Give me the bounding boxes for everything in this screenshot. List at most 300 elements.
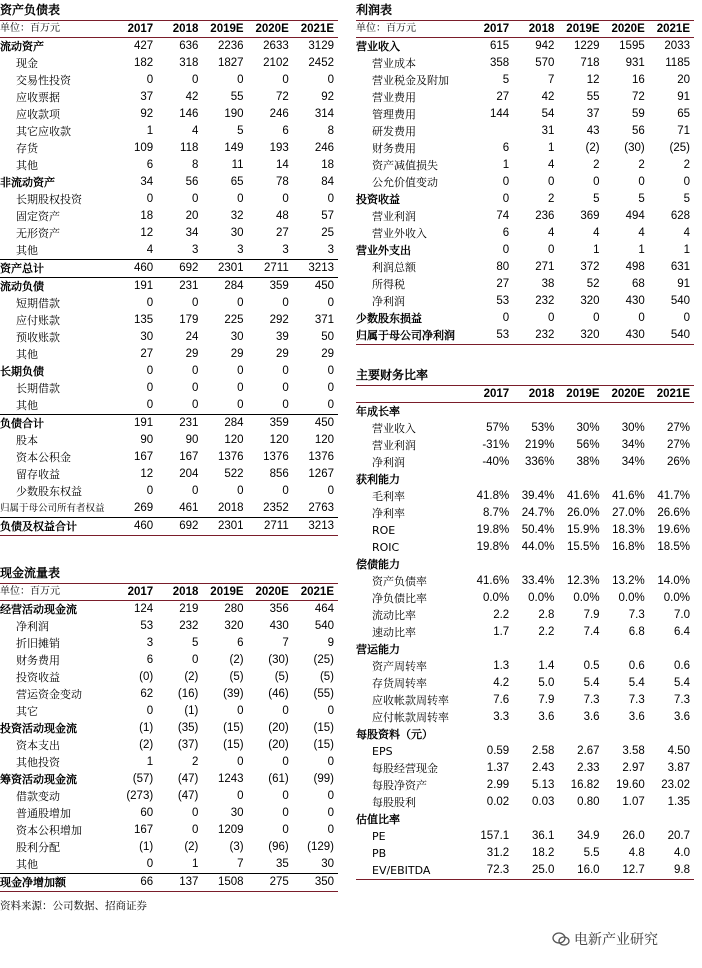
row-value — [513, 471, 558, 488]
row-value: 280 — [224, 603, 244, 615]
unit-label: 单位：百万元 — [356, 21, 468, 38]
ratios-title: 主要财务比率 — [356, 368, 429, 382]
row-value: 0 — [593, 176, 600, 188]
row-label: 净负债比率 — [372, 592, 427, 605]
row-value: (15) — [313, 722, 334, 734]
table-row — [356, 420, 694, 437]
row-value: 1 — [638, 244, 645, 256]
table-row — [356, 709, 694, 726]
row-label: 应付账款 — [16, 314, 60, 327]
row-value: 31 — [541, 125, 555, 137]
row-value: 0 — [282, 790, 289, 802]
row-value: 318 — [179, 57, 199, 69]
row-value: 1267 — [308, 468, 334, 480]
row-value: 8 — [191, 159, 199, 171]
row-value: 5 — [683, 193, 690, 205]
row-value: 2 — [638, 159, 645, 171]
row-value: 0 — [237, 705, 244, 717]
row-value: 204 — [179, 468, 199, 480]
year-header: 2021E — [293, 21, 338, 38]
row-value: 56 — [185, 176, 199, 188]
row-value: 30 — [140, 331, 154, 343]
table-row — [0, 856, 338, 874]
row-label: 资产减值损失 — [372, 159, 438, 172]
row-value: 271 — [535, 261, 555, 273]
row-value: 461 — [179, 502, 199, 514]
row-value: 5.13 — [531, 779, 555, 791]
ratios-table — [356, 385, 694, 880]
row-value: 0.0% — [573, 592, 600, 604]
row-label: 长期股权投资 — [16, 193, 82, 206]
row-value: 3.6 — [583, 711, 600, 723]
row-value: (46) — [268, 688, 289, 700]
row-value: 179 — [179, 314, 199, 326]
year-header: 2020E — [248, 584, 293, 601]
row-value: 636 — [179, 40, 199, 52]
row-value: 25 — [321, 227, 334, 239]
row-value: (1) — [184, 705, 199, 717]
row-value: 450 — [293, 278, 338, 296]
row-value: 6 — [502, 142, 510, 154]
row-value: 0 — [327, 705, 334, 717]
row-value: 4.8 — [628, 847, 645, 859]
year-header: 2021E — [649, 21, 694, 38]
table-row — [356, 55, 694, 72]
row-value: 5.4 — [628, 677, 645, 689]
row-value: 84 — [321, 176, 334, 188]
row-value: 0 — [146, 399, 154, 411]
row-value: 0 — [327, 790, 334, 802]
table-row — [0, 123, 338, 140]
row-value: 464 — [314, 603, 334, 615]
row-value: 9 — [327, 637, 334, 649]
row-label: 利润总额 — [372, 261, 416, 274]
row-value: 33.4% — [521, 575, 555, 587]
row-value: (15) — [223, 722, 244, 734]
row-value: 54 — [541, 108, 555, 120]
row-label: 毛利率 — [372, 490, 405, 503]
row-value: 27% — [666, 439, 690, 451]
row-label: 研发费用 — [372, 125, 416, 138]
balance-sheet-panel — [0, 0, 338, 536]
row-value: 0 — [327, 74, 334, 86]
row-value: 0 — [638, 312, 645, 324]
row-value: 120 — [269, 434, 289, 446]
table-row — [356, 794, 694, 811]
row-value: 30 — [230, 807, 244, 819]
row-value: 0 — [191, 365, 199, 377]
row-value: (129) — [307, 841, 334, 853]
year-header: 2018 — [157, 584, 202, 601]
row-value: 6.8 — [628, 626, 645, 638]
table-row — [0, 174, 338, 191]
row-value: 3.87 — [667, 762, 690, 774]
row-value: 7.3 — [628, 694, 645, 706]
row-value: 30 — [321, 858, 334, 870]
row-value: 0.59 — [486, 745, 510, 757]
table-row — [0, 157, 338, 174]
row-value: 0 — [638, 176, 645, 188]
table-row — [0, 737, 338, 754]
table-row — [356, 539, 694, 556]
source-note: 资料来源：公司数据、招商证券 — [0, 900, 147, 912]
row-value: 118 — [180, 142, 199, 154]
row-value: 292 — [269, 314, 289, 326]
row-value: 1.3 — [493, 660, 510, 672]
row-label: 财务费用 — [372, 142, 416, 155]
table-row — [0, 225, 338, 242]
row-label: 营业税金及附加 — [372, 74, 449, 87]
row-value: 460 — [112, 518, 157, 536]
row-value: (39) — [223, 688, 244, 700]
row-value: 34% — [621, 439, 645, 451]
row-value: 692 — [157, 518, 202, 536]
row-value: 4.0 — [674, 847, 690, 859]
row-value: 6.4 — [674, 626, 690, 638]
row-value — [513, 556, 558, 573]
row-value: 0 — [237, 790, 244, 802]
table-row — [0, 363, 338, 380]
row-value: 56% — [576, 439, 600, 451]
row-value: (30) — [268, 654, 289, 666]
row-value: 430 — [269, 620, 289, 632]
row-value: 7 — [547, 74, 555, 86]
row-value: 3.6 — [538, 711, 555, 723]
table-row — [356, 505, 694, 522]
row-value: 2.33 — [577, 762, 600, 774]
row-label: ROE — [372, 524, 396, 537]
row-value: 232 — [535, 295, 555, 307]
row-value: 320 — [580, 295, 600, 307]
row-value: 37 — [586, 108, 600, 120]
row-value: 91 — [677, 278, 690, 290]
row-value: 16.8% — [612, 541, 645, 553]
table-row — [0, 106, 338, 123]
row-value: (2) — [184, 841, 199, 853]
row-value: 1243 — [217, 773, 244, 785]
row-value: 12 — [586, 74, 600, 86]
row-value: 18.5% — [657, 541, 690, 553]
table-row — [356, 242, 694, 259]
row-label: 其它应收款 — [16, 125, 71, 138]
income-statement-table — [356, 20, 694, 345]
row-label: 负债合计 — [0, 415, 112, 433]
row-value: 232 — [513, 327, 558, 345]
table-row — [0, 754, 338, 771]
row-value: 55 — [586, 91, 600, 103]
row-value: 0 — [237, 756, 244, 768]
row-value: 284 — [202, 415, 247, 433]
row-value: 8 — [327, 125, 334, 137]
row-label: 股利分配 — [16, 841, 60, 854]
row-label: 净利润 — [372, 295, 405, 308]
table-row — [356, 174, 694, 191]
row-label: PE — [372, 830, 386, 843]
row-value: 4 — [191, 125, 199, 137]
row-value: 27 — [275, 227, 289, 239]
row-label: 其他 — [16, 399, 38, 412]
row-value: 284 — [202, 278, 247, 296]
row-value: 90 — [185, 434, 199, 446]
row-value: 3213 — [293, 518, 338, 536]
table-row — [356, 658, 694, 675]
row-value — [604, 726, 649, 743]
row-label: 短期借款 — [16, 297, 60, 310]
row-value: 191 — [112, 415, 157, 433]
row-value: 12 — [140, 468, 154, 480]
row-value: 7.4 — [583, 626, 600, 638]
table-row — [0, 805, 338, 822]
row-value: 7 — [237, 858, 244, 870]
row-label: 资产负债率 — [372, 575, 427, 588]
row-value: 1.07 — [622, 796, 645, 808]
table-row — [356, 157, 694, 174]
row-value: 0 — [547, 176, 555, 188]
row-value: 31.2 — [486, 847, 510, 859]
row-value — [649, 641, 694, 658]
row-value: 430 — [604, 327, 649, 345]
row-value: 3 — [327, 244, 334, 256]
row-value — [604, 556, 649, 573]
row-value: 36.1 — [531, 830, 555, 842]
row-value: 190 — [224, 108, 244, 120]
row-value: 19.8% — [476, 541, 510, 553]
row-value: -40% — [482, 456, 510, 468]
table-row — [0, 242, 338, 260]
row-value: 1 — [146, 756, 154, 768]
row-value: 38% — [576, 456, 600, 468]
row-label: 其他投资 — [16, 756, 60, 769]
table-row — [356, 845, 694, 862]
row-label: 应收款项 — [16, 108, 60, 121]
ratios-panel — [356, 365, 694, 880]
row-value: 0 — [237, 297, 244, 309]
row-value: 494 — [625, 210, 645, 222]
row-value: 62 — [140, 688, 154, 700]
table-row — [0, 55, 338, 72]
table-row — [356, 437, 694, 454]
row-value: 2301 — [202, 518, 247, 536]
row-value: 359 — [248, 415, 293, 433]
row-value: 92 — [321, 91, 334, 103]
row-value: 0 — [502, 244, 510, 256]
row-value: (1) — [139, 722, 154, 734]
row-value: 430 — [625, 295, 645, 307]
row-value: 460 — [112, 260, 157, 278]
row-value: 1.4 — [538, 660, 555, 672]
row-value — [513, 726, 558, 743]
year-header: 2017 — [112, 584, 157, 601]
row-value: 14 — [275, 159, 289, 171]
unit-label: 单位：百万元 — [0, 21, 112, 38]
table-row — [0, 788, 338, 805]
row-value: 1 — [547, 142, 555, 154]
row-label: 普通股增加 — [16, 807, 71, 820]
row-value: 0 — [146, 365, 154, 377]
row-value — [558, 403, 603, 421]
row-value: 631 — [670, 261, 690, 273]
row-value — [468, 641, 513, 658]
row-value: 0.0% — [528, 592, 555, 604]
table-row — [0, 669, 338, 686]
row-value: 336% — [524, 456, 555, 468]
row-label: 应付帐款周转率 — [372, 711, 449, 724]
row-value: 0 — [282, 297, 289, 309]
row-value: -31% — [482, 439, 510, 451]
row-value: 27% — [666, 422, 690, 434]
row-value: 6 — [146, 159, 154, 171]
table-row — [0, 518, 338, 536]
row-value: 5.4 — [583, 677, 600, 689]
row-value: 615 — [490, 40, 510, 52]
row-value: 30 — [230, 331, 244, 343]
row-value: (15) — [223, 739, 244, 751]
row-value: 30% — [576, 422, 600, 434]
row-value: 13.2% — [612, 575, 645, 587]
row-value: 34 — [140, 176, 154, 188]
table-row — [0, 618, 338, 635]
row-value: 0.03 — [531, 796, 555, 808]
row-label: 净利润 — [16, 620, 49, 633]
row-value: (55) — [313, 688, 334, 700]
row-value: 149 — [224, 142, 244, 154]
row-label: 财务费用 — [16, 654, 60, 667]
row-label: 资产周转率 — [372, 660, 427, 673]
table-row — [356, 675, 694, 692]
row-label: 资本支出 — [16, 739, 60, 752]
row-label: 其他 — [16, 348, 38, 361]
row-value: 3 — [282, 244, 289, 256]
row-value: 29 — [185, 348, 199, 360]
row-value: 0.0% — [618, 592, 645, 604]
row-value: 2.58 — [531, 745, 555, 757]
year-header: 2018 — [513, 386, 558, 403]
row-value: 18 — [140, 210, 154, 222]
row-label: 投资收益 — [356, 193, 400, 206]
row-label: 无形资产 — [16, 227, 60, 240]
row-value: 71 — [677, 125, 690, 137]
row-value: (30) — [624, 142, 645, 154]
row-label: 应收票据 — [16, 91, 60, 104]
row-value: 26% — [666, 456, 690, 468]
row-value: 236 — [535, 210, 555, 222]
row-value: 167 — [134, 451, 154, 463]
row-value: 0 — [282, 705, 289, 717]
row-value: 225 — [224, 314, 244, 326]
table-row — [0, 703, 338, 720]
row-label: 每股净资产 — [372, 779, 427, 792]
table-row — [356, 293, 694, 310]
row-value: 0 — [327, 807, 334, 819]
table-row — [0, 822, 338, 839]
row-value: 74 — [496, 210, 510, 222]
row-value: 0 — [282, 365, 289, 377]
row-value: 2711 — [248, 260, 293, 278]
row-label: 少数股东权益 — [16, 485, 82, 498]
row-label: 年成长率 — [356, 405, 400, 418]
row-value: 37 — [140, 91, 154, 103]
row-value: 137 — [157, 874, 202, 892]
year-header: 2020E — [604, 21, 649, 38]
row-label: 营业收入 — [372, 422, 416, 435]
table-row — [356, 811, 694, 828]
row-value: 2 — [191, 756, 199, 768]
row-value: 72 — [631, 91, 645, 103]
row-value: 2.99 — [486, 779, 510, 791]
row-value: 0 — [502, 176, 510, 188]
row-value: 692 — [157, 260, 202, 278]
table-row — [0, 839, 338, 856]
row-value — [468, 123, 513, 140]
table-row — [356, 225, 694, 242]
table-header-row — [356, 21, 694, 38]
table-row — [0, 432, 338, 449]
table-row — [356, 777, 694, 794]
row-value: 18.3% — [612, 524, 645, 536]
row-value: 0 — [502, 312, 510, 324]
row-value: 157.1 — [480, 830, 510, 842]
row-value: 4 — [146, 244, 154, 256]
table-header-row — [0, 584, 338, 601]
row-value: 1376 — [308, 451, 334, 463]
row-value: 498 — [625, 261, 645, 273]
row-value: 1209 — [217, 824, 244, 836]
year-header: 2019E — [202, 21, 247, 38]
row-value: 2352 — [263, 502, 289, 514]
row-value: 30% — [621, 422, 645, 434]
row-label: 每股经营现金 — [372, 762, 438, 775]
row-value: 41.6% — [476, 575, 510, 587]
row-value: 34 — [185, 227, 199, 239]
row-value: 9.8 — [649, 862, 694, 880]
table-row — [0, 720, 338, 737]
year-header: 2018 — [513, 21, 558, 38]
row-value: 15.5% — [566, 541, 600, 553]
row-value: 1376 — [263, 451, 289, 463]
row-value: 92 — [140, 108, 154, 120]
table-row — [356, 862, 694, 880]
table-row — [0, 208, 338, 225]
row-value: 52 — [586, 278, 600, 290]
balance-sheet-title: 资产负债表 — [0, 3, 61, 17]
row-label: PB — [372, 847, 387, 860]
row-value: 0 — [502, 193, 510, 205]
row-value — [558, 726, 603, 743]
row-value: 1 — [191, 858, 199, 870]
row-label: 其它 — [16, 705, 38, 718]
table-row — [356, 106, 694, 123]
table-row — [0, 601, 338, 619]
row-label: 现金 — [16, 57, 38, 70]
row-value: 5.4 — [674, 677, 690, 689]
row-label: 营业成本 — [372, 57, 416, 70]
wechat-icon — [552, 930, 570, 948]
row-label: EPS — [372, 745, 393, 758]
row-value: 15.9% — [566, 524, 600, 536]
row-value: 27 — [496, 278, 510, 290]
year-header: 2018 — [157, 21, 202, 38]
row-value: 0 — [237, 399, 244, 411]
table-header-row — [0, 21, 338, 38]
row-value: 16.82 — [570, 779, 600, 791]
table-row — [0, 140, 338, 157]
row-value: 3 — [191, 244, 199, 256]
table-row — [356, 760, 694, 777]
row-value — [604, 641, 649, 658]
row-label: 留存收益 — [16, 468, 60, 481]
unit-label — [356, 386, 468, 403]
row-value: 0 — [282, 485, 289, 497]
